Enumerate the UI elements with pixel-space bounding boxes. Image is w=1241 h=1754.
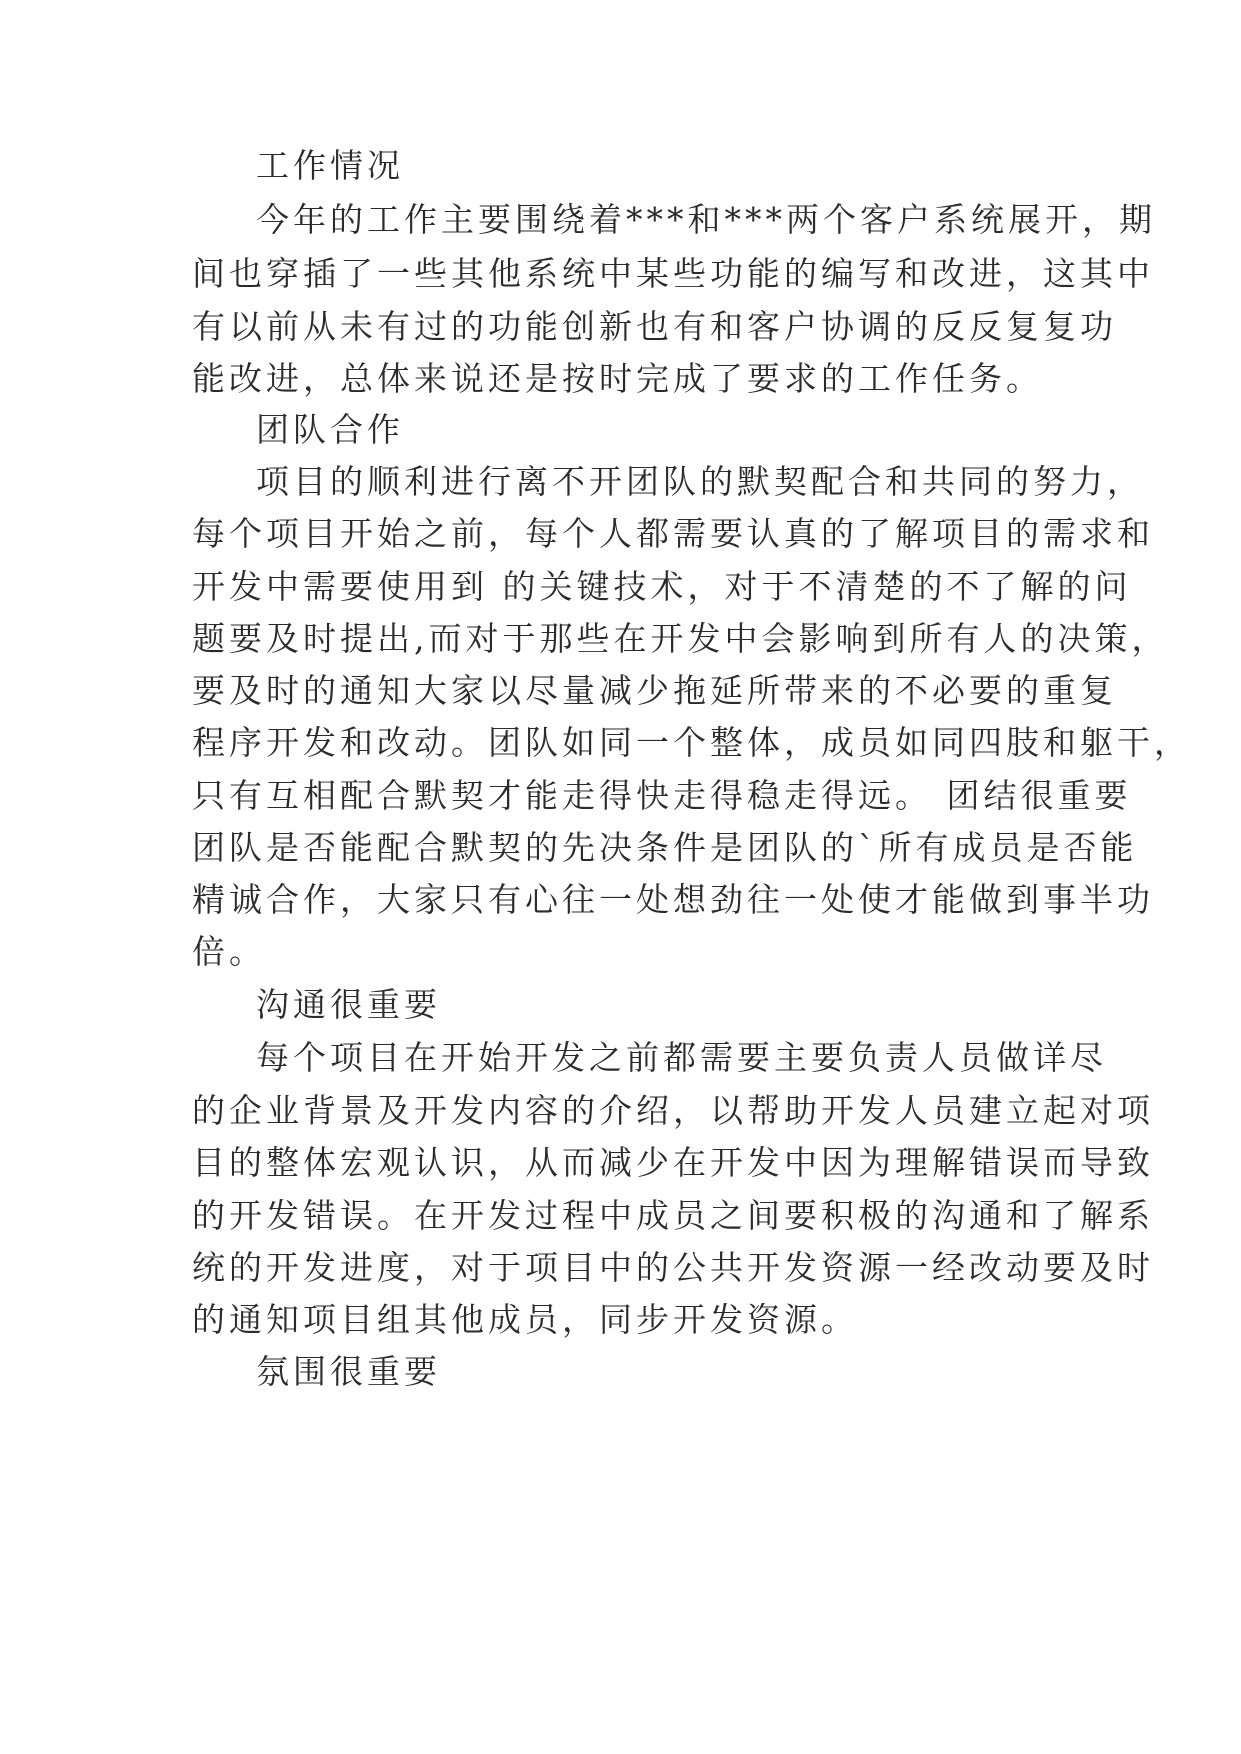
paragraph-line: 只有互相配合默契才能走得快走得稳走得远。 团结很重要	[192, 776, 1132, 815]
section-heading: 氛围很重要	[256, 1352, 441, 1391]
paragraph-line: 每个项目开始之前，每个人都需要认真的了解项目的需求和	[192, 514, 1154, 553]
section-heading: 团队合作	[256, 410, 404, 449]
paragraph-line: 精诚合作，大家只有心往一处想劲往一处使才能做到事半功	[192, 880, 1154, 919]
paragraph-line: 项目的顺利进行离不开团队的默契配合和共同的努力，	[256, 462, 1144, 501]
paragraph-line: 能改进，总体来说还是按时完成了要求的工作任务。	[192, 359, 1043, 398]
paragraph-line: 题要及时提出,而对于那些在开发中会影响到所有人的决策，	[192, 619, 1169, 658]
paragraph-line: 的通知项目组其他成员，同步开发资源。	[192, 1300, 858, 1339]
paragraph-line: 要及时的通知大家以尽量减少拖延所带来的不必要的重复	[192, 671, 1117, 710]
paragraph-line: 间也穿插了一些其他系统中某些功能的编写和改进，这其中	[192, 254, 1154, 293]
paragraph-line: 开发中需要使用到 的关键技术，对于不清楚的不了解的问	[192, 567, 1132, 606]
paragraph-line: 今年的工作主要围绕着***和***两个客户系统展开，期	[256, 200, 1156, 239]
paragraph-line: 每个项目在开始开发之前都需要主要负责人员做详尽	[256, 1038, 1107, 1077]
paragraph-line: 有以前从未有过的功能创新也有和客户协调的反反复复功	[192, 307, 1117, 346]
paragraph-line: 团队是否能配合默契的先决条件是团队的`所有成员是否能	[192, 828, 1138, 867]
paragraph-line: 统的开发进度，对于项目中的公共开发资源一经改动要及时	[192, 1248, 1154, 1287]
paragraph-line: 程序开发和改动。团队如同一个整体，成员如同四肢和躯干，	[192, 723, 1191, 762]
paragraph-line: 的开发错误。在开发过程中成员之间要积极的沟通和了解系	[192, 1196, 1154, 1235]
paragraph-line: 倍。	[192, 932, 266, 971]
paragraph-line: 目的整体宏观认识，从而减少在开发中因为理解错误而导致	[192, 1143, 1154, 1182]
paragraph-line: 的企业背景及开发内容的介绍，以帮助开发人员建立起对项	[192, 1091, 1154, 1130]
section-heading: 工作情况	[256, 146, 404, 185]
section-heading: 沟通很重要	[256, 985, 441, 1024]
